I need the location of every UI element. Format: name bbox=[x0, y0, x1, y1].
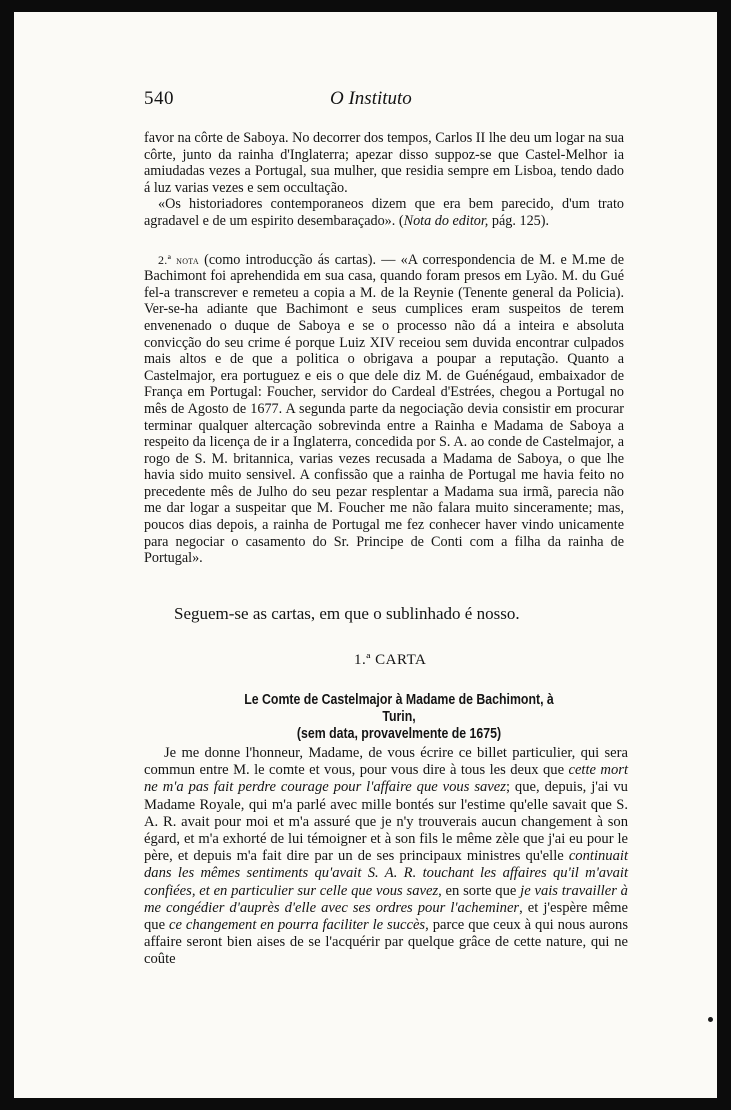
letter-italic-3: je vais travailler à me congédier d'auprès d'elle avec ses ordres pour l'acheminer bbox=[144, 882, 628, 916]
letter-text-5: , parce que ceux à qui nous aurons affaire seront bien aises de se l'acquérir par quelque grâce de cette nature, qui ne coûte bbox=[144, 917, 629, 968]
letter-italic-2: continuait dans les mêmes sentiments qu'avait S. A. R. touchant les affaires qu'il m'avait confiées, et en particulier sur celle que vous savez bbox=[144, 848, 628, 899]
letter-paragraph bbox=[144, 745, 628, 969]
letter-text-3: , en sorte que bbox=[438, 882, 521, 899]
letter-text-1: Je me donne l'honneur, Madame, de vous écrire ce billet particulier, qui sera commun entre M. le comte et vous, pour vous dire à tous les deux que bbox=[144, 745, 628, 779]
note-label: 2.ª nota bbox=[158, 252, 199, 267]
paragraph-historians bbox=[144, 196, 624, 229]
letters-intro: Seguem-se as cartas, em que o sublinhado é nosso. bbox=[174, 604, 520, 623]
book-page bbox=[14, 12, 717, 1098]
letter-heading: 1.ª CARTA bbox=[354, 652, 427, 668]
letter-title bbox=[229, 692, 569, 743]
running-title: O Instituto bbox=[330, 88, 412, 109]
note-paragraph bbox=[144, 252, 624, 567]
page-number: 540 bbox=[144, 88, 174, 109]
paragraph-historians-text: «Os historiadores contemporaneos dizem que era bem parecido, d'um trato agradavel e de um espirito desembaraçado». ( bbox=[144, 196, 624, 229]
letter-text-4: , et j'espère même que bbox=[144, 899, 628, 934]
letter-title-line-2: (sem data, provavelmente de 1675) bbox=[296, 726, 502, 742]
scan-speck bbox=[708, 1017, 713, 1022]
letter-italic-1: cette mort ne m'a pas fait perdre courage pour l'affaire que vous savez bbox=[144, 762, 628, 796]
letter-italic-4: ce changement en pourra faciliter le succès bbox=[169, 917, 426, 934]
paragraph-continuation: favor na côrte de Saboya. No decorrer dos tempos, Carlos II lhe deu um logar na sua côrte, junto da rainha d'Inglaterra; apezar disso suppoz-se que Castel-Melhor ia amiudadas vezes a Portugal, sua mulher, que residia sempre em Lisboa, tendo dado á luz varias vezes e sem occultação. bbox=[144, 130, 624, 196]
letter-text-2: ; que, depuis, j'ai vu Madame Royale, qui m'a parlé avec mille bontés sur l'estime qu'elle savait que S. A. R. avait pour moi et m'a assuré que je n'y trouverais aucun changement à son égard, et m'a exhorté de lui témoigner et à son fils le même zèle que j'ai eu pour le père, et depuis m'a fait dire par un de ses principaux ministres qu'elle bbox=[144, 779, 628, 865]
note-text: (como introducção ás cartas). — «A correspondencia de M. e M.me de Bachimont foi aprehendida em sua casa, quando foram presos em Lyão. M. du Gué fel-a transcrever e remeteu a copia a M. de la Reynie (Tenente general da Policia). Ver-se-ha adiante que Bachimont e seus cumplices eram suspeitos de terem envenenado o duque de Saboya e se o processo não dá a inteira e absoluta convicção do seu crime é porque Luiz XIV receiou sem duvida encontrar culpados mais altos e de que a politica o obrigava a poupar a reputação. Quanto a Castelmajor, era portuguez e eis o que dele diz M. de Guénégaud, embaixador de França em Portugal: Foucher, servidor do Cardeal d'Estrées, chegou a Portugal no mês de Agosto de 1677. A segunda parte da negociação devia consistir em procurar terminar qualquer altercação sobrevinda entre a Rainha e Madama de Saboya a respeito da licença de ir a Inglaterra, concedida por S. A. ao conde de Castelmajor, a rogo de S. M. britannica, varias vezes recusada a Madama de Saboya, o que lhe havia sido muito sensivel. A confissão que a rainha de Portugal me havia feito no precedente mês de Julho do seu pezar resplentar a Madama sua irmã, parecia não me dar logar a suspeitar que M. Foucher me não falara muito sinceramente; mas, poucos dias depois, a rainha de Portugal me fez conhecer haver vindo unicamente para negociar o casamento do Sr. Principe de Conti com a filha da rainha de Portugal». bbox=[144, 251, 624, 567]
editor-note-ref: Nota do editor, bbox=[403, 212, 489, 229]
main-text bbox=[144, 130, 624, 567]
paragraph-historians-end: pág. 125). bbox=[488, 212, 550, 229]
letter-title-line-1: Le Comte de Castelmajor à Madame de Bachimont, à Turin, bbox=[244, 692, 554, 725]
letter-body bbox=[144, 745, 628, 969]
page-header bbox=[144, 88, 624, 112]
